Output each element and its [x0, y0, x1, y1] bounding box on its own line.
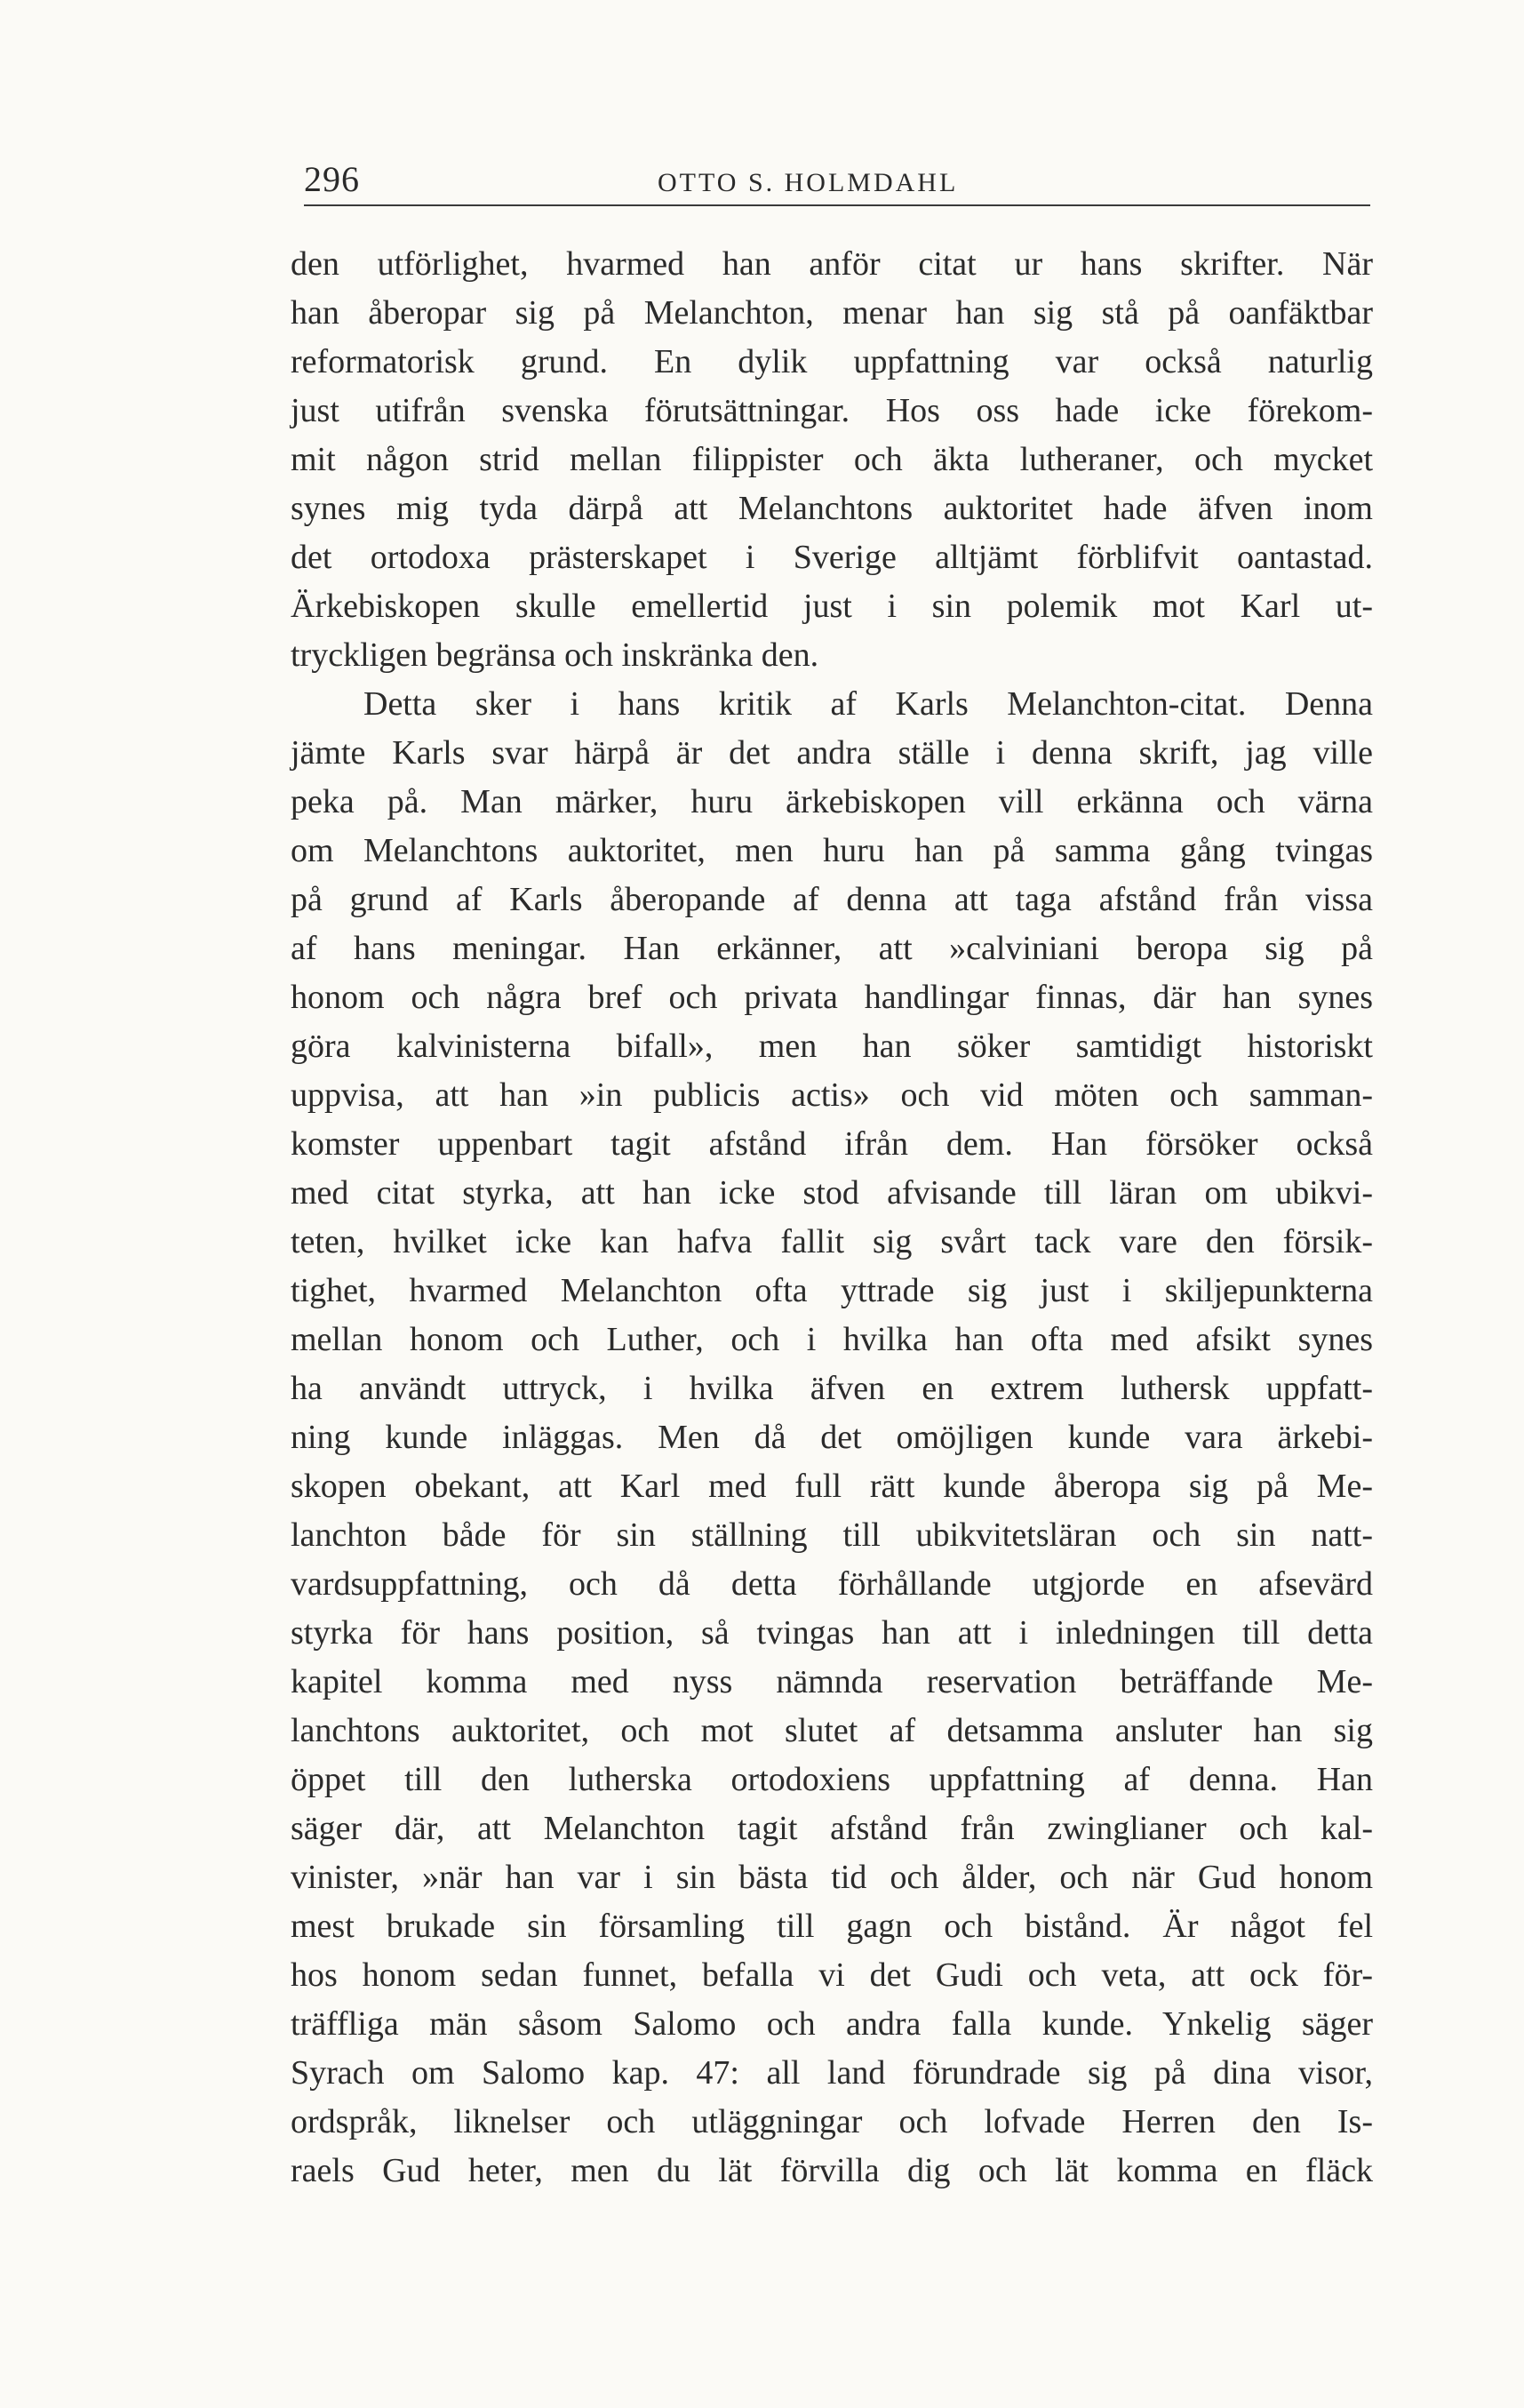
body-text [291, 240, 1373, 2196]
text-line: komster uppenbart tagit afstånd ifrån dem. Han försöker också [291, 1125, 1373, 1163]
text-line: uppvisa, att han »in publicis actis» och vid möten och samman- [291, 1076, 1373, 1114]
text-line: kapitel komma med nyss nämnda reservation beträffande Me- [291, 1663, 1373, 1700]
text-line: säger där, att Melanchton tagit afstånd från zwinglianer och kal- [291, 1810, 1373, 1847]
text-line: tryckligen begränsa och inskränka den. [291, 636, 819, 674]
text-line: ha användt uttryck, i hvilka äfven en extrem luthersk uppfatt- [291, 1370, 1373, 1407]
text-line: styrka för hans position, så tvingas han att i inledningen till detta [291, 1614, 1373, 1652]
text-line: vardsuppfattning, och då detta förhållande utgjorde en afsevärd [291, 1565, 1373, 1603]
text-line: ning kunde inläggas. Men då det omöjligen kunde vara ärkebi- [291, 1419, 1373, 1456]
text-line: vinister, »när han var i sin bästa tid och ålder, och när Gud honom [291, 1859, 1373, 1896]
running-head: OTTO S. HOLMDAHL [658, 168, 959, 197]
text-line: raels Gud heter, men du lät förvilla dig och lät komma en fläck [291, 2152, 1373, 2189]
page-header [304, 160, 1370, 206]
text-line: mellan honom och Luther, och i hvilka han ofta med afsikt synes [291, 1321, 1373, 1358]
text-line: med citat styrka, att han icke stod afvisande till läran om ubikvi- [291, 1174, 1373, 1212]
text-line: lanchtons auktoritet, och mot slutet af detsamma ansluter han sig [291, 1712, 1373, 1749]
text-line: af hans meningar. Han erkänner, att »calviniani beropa sig på [291, 930, 1373, 967]
text-line: teten, hvilket icke kan hafva fallit sig svårt tack vare den försik- [291, 1223, 1373, 1260]
text-line: träffliga män såsom Salomo och andra falla kunde. Ynkelig säger [291, 2005, 1373, 2043]
text-line: honom och några bref och privata handlingar finnas, där han synes [291, 979, 1373, 1016]
text-line: jämte Karls svar härpå är det andra ställe i denna skrift, jag ville [291, 734, 1373, 772]
text-line: mit någon strid mellan filippister och äkta lutheraner, och mycket [291, 441, 1373, 478]
text-line: mest brukade sin församling till gagn och bistånd. Är något fel [291, 1908, 1373, 1945]
text-line: Detta sker i hans kritik af Karls Melanchton-citat. Denna [363, 685, 1373, 723]
text-line: öppet till den lutherska ortodoxiens uppfattning af denna. Han [291, 1761, 1373, 1798]
text-line: ordspråk, liknelser och utläggningar och lofvade Herren den Is- [291, 2103, 1373, 2140]
text-line: Syrach om Salomo kap. 47: all land förundrade sig på dina visor, [291, 2054, 1373, 2092]
page-number: 296 [304, 159, 360, 199]
text-line: just utifrån svenska förutsättningar. Hos oss hade icke förekom- [291, 392, 1373, 429]
text-line: på grund af Karls åberopande af denna att taga afstånd från vissa [291, 881, 1373, 918]
text-line: reformatorisk grund. En dylik uppfattning var också naturlig [291, 343, 1373, 380]
text-line: han åberopar sig på Melanchton, menar han sig stå på oanfäktbar [291, 294, 1373, 332]
text-line: skopen obekant, att Karl med full rätt kunde åberopa sig på Me- [291, 1468, 1373, 1505]
text-line: Ärkebiskopen skulle emellertid just i sin polemik mot Karl ut- [291, 588, 1373, 625]
text-line: om Melanchtons auktoritet, men huru han på samma gång tvingas [291, 832, 1373, 869]
text-line: hos honom sedan funnet, befalla vi det Gudi och veta, att ock för- [291, 1956, 1373, 1994]
text-line: lanchton både för sin ställning till ubikvitetsläran och sin natt- [291, 1516, 1373, 1554]
text-line: synes mig tyda därpå att Melanchtons auktoritet hade äfven inom [291, 490, 1373, 527]
text-line: peka på. Man märker, huru ärkebiskopen vill erkänna och värna [291, 783, 1373, 820]
text-line: den utförlighet, hvarmed han anför citat ur hans skrifter. När [291, 245, 1373, 283]
text-line: tighet, hvarmed Melanchton ofta yttrade sig just i skiljepunkterna [291, 1272, 1373, 1309]
text-line: göra kalvinisterna bifall», men han söker samtidigt historiskt [291, 1028, 1373, 1065]
text-line: det ortodoxa prästerskapet i Sverige alltjämt förblifvit oantastad. [291, 539, 1373, 576]
